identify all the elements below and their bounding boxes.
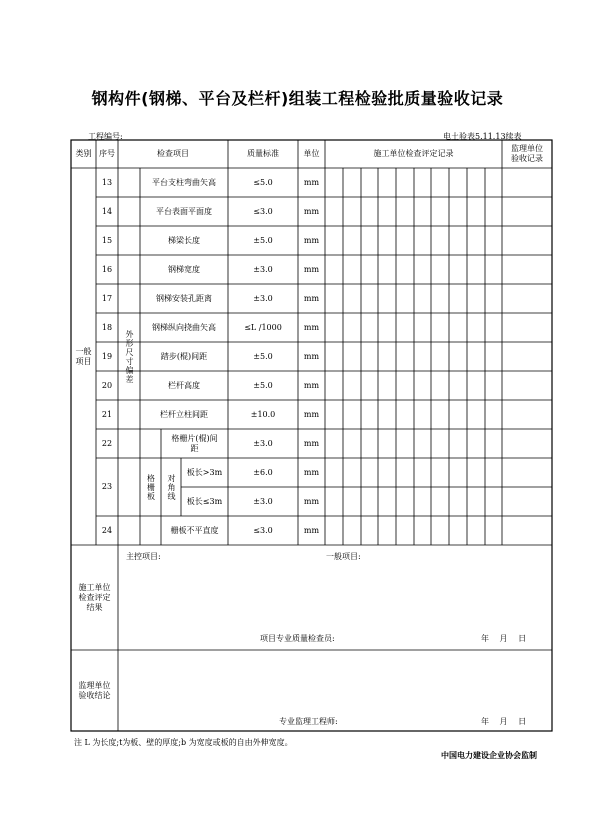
construction-result-label: 施工单位检查评定结果 (78, 582, 111, 612)
row-standard: ±10.0 (250, 409, 276, 419)
header-item: 检查项目 (157, 149, 189, 158)
page-title: 钢构件(钢梯、平台及栏杆)组装工程检验批质量验收记录 (91, 89, 504, 108)
supervision-engineer-label: 专业监理工程师: (279, 717, 338, 726)
row-unit: mm (303, 409, 320, 419)
header-seq: 序号 (99, 149, 115, 158)
header-category: 类别 (75, 149, 92, 158)
general-items-label: 一般项目: (326, 552, 361, 561)
row-standard: ±5.0 (253, 235, 273, 245)
row-item: 钢梯安装孔距离 (156, 293, 212, 303)
row-no: 16 (101, 264, 113, 274)
issuing-organization: 中国电力建设企业协会监制 (441, 751, 537, 760)
row-unit: mm (303, 293, 320, 303)
row-item: 板长>3m (186, 467, 223, 477)
supervision-conclusion-label: 监理单位验收结论 (78, 680, 111, 700)
row-unit: mm (303, 264, 320, 274)
group-grating: 格栅板 (146, 473, 156, 501)
row-item: 格栅片(棍)间距 (171, 433, 218, 453)
supervision-date-label: 年 月 日 (481, 717, 527, 726)
group-outer-dimension: 外形尺寸偏差 (125, 329, 134, 384)
row-standard: ±6.0 (253, 467, 273, 477)
group-diagonal: 对角线 (167, 473, 176, 501)
row-item: 栏杆高度 (168, 380, 200, 390)
quality-inspector-label: 项目专业质量检查员: (260, 634, 335, 643)
row-standard: ≤5.0 (253, 177, 273, 187)
row-standard: ±3.0 (253, 264, 273, 274)
row-no: 21 (101, 409, 113, 419)
row-no: 18 (101, 322, 113, 332)
row-standard: ≤3.0 (253, 206, 273, 216)
row-standard: ±3.0 (253, 438, 273, 448)
row-standard: ≤L /1000 (244, 322, 282, 332)
row-unit: mm (303, 380, 320, 390)
row-standard: ≤3.0 (253, 525, 273, 535)
row-unit: mm (303, 525, 320, 535)
row-standard: ±3.0 (253, 293, 273, 303)
row-item: 板长≤3m (186, 496, 223, 506)
row-item: 钢梯纵向挠曲矢高 (152, 322, 216, 332)
row-unit: mm (303, 496, 320, 506)
row-no: 14 (101, 206, 113, 216)
header-supervision-acceptance: 监理单位验收记录 (511, 144, 543, 163)
row-no: 17 (101, 293, 113, 303)
row-unit: mm (303, 177, 320, 187)
category-general: 一般项目 (75, 346, 92, 366)
row-no: 13 (101, 177, 113, 187)
row-no: 19 (101, 351, 113, 361)
row-unit: mm (303, 206, 320, 216)
row-item: 栅板不平直度 (170, 525, 219, 535)
row-item: 平台支柱弯曲矢高 (152, 177, 216, 187)
row-unit: mm (303, 467, 320, 477)
project-no-label: 工程编号: (88, 132, 123, 141)
header-standard: 质量标准 (247, 149, 279, 158)
construction-date-label: 年 月 日 (481, 634, 527, 643)
row-no: 15 (101, 235, 113, 245)
row-standard: ±3.0 (253, 496, 273, 506)
form-number: 电土验表5.11.13续表 (443, 132, 522, 141)
row-item: 钢梯宽度 (168, 264, 200, 274)
row-no: 22 (101, 438, 113, 448)
row-item: 平台表面平面度 (156, 206, 212, 216)
row-standard: ±5.0 (253, 380, 273, 390)
row-standard: ±5.0 (253, 351, 273, 361)
row-item: 梯梁长度 (168, 235, 200, 245)
row-unit: mm (303, 351, 320, 361)
footnote: 注 L 为长度;t为板、壁的厚度;b 为宽度或板的自由外伸宽度。 (74, 738, 293, 747)
row-item: 栏杆立柱间距 (160, 409, 208, 419)
main-items-label: 主控项目: (126, 552, 161, 561)
row-item: 踏步(棍)间距 (160, 351, 208, 361)
row-no: 20 (101, 380, 113, 390)
header-construction-eval: 施工单位检查评定记录 (373, 149, 454, 158)
row-unit: mm (303, 438, 320, 448)
row-unit: mm (303, 235, 320, 245)
row-no: 23 (101, 482, 113, 491)
row-unit: mm (303, 322, 320, 332)
header-unit: 单位 (303, 149, 320, 158)
row-no: 24 (101, 525, 113, 535)
